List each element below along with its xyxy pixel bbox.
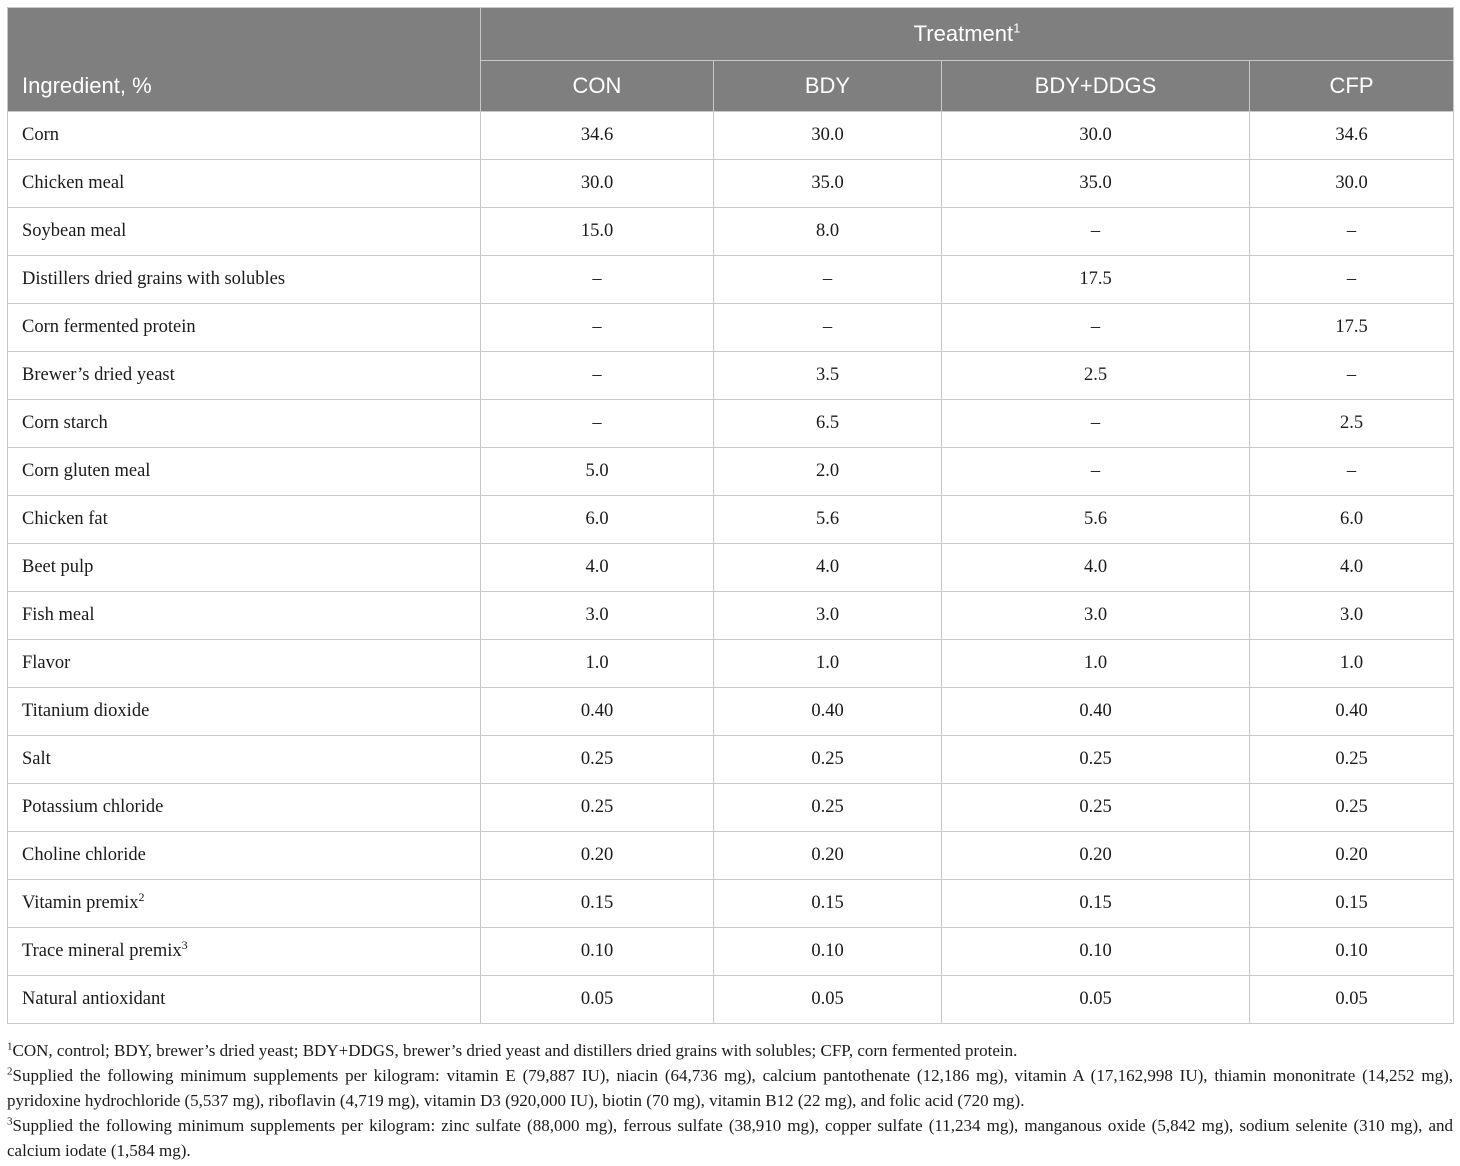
table-row	[8, 208, 1454, 256]
table-row	[8, 688, 1454, 736]
value-cell: 0.05	[481, 976, 714, 1024]
ingredient-cell: Vitamin premix$^2$	[8, 880, 481, 928]
ingredient-cell: Corn	[8, 112, 481, 160]
value-cell: 8.0	[714, 208, 942, 256]
ingredient-cell: Chicken meal	[8, 160, 481, 208]
value-cell: –	[481, 256, 714, 304]
value-cell: 35.0	[942, 160, 1250, 208]
footnote-mark: 3	[181, 937, 188, 952]
value-cell: 0.15	[942, 880, 1250, 928]
value-cell: 2.0	[714, 448, 942, 496]
ingredient-cell: Potassium chloride	[8, 784, 481, 832]
value-cell: 3.0	[714, 592, 942, 640]
footnote-3: $^3$Supplied the following minimum supplements per kilogram: zinc sulfate (88,000 mg), ferrous sulfate (38,910 mg), copper sulfate (11,234 mg), manganous oxide (5,842 mg), sodium selenite (310 mg), and calcium iodate (1,584 mg).	[7, 1115, 1453, 1160]
value-cell: 6.5	[714, 400, 942, 448]
table-row	[8, 592, 1454, 640]
footnote-2: $^2$Supplied the following minimum supplements per kilogram: vitamin E (79,887 IU), niacin (64,736 mg), calcium pantothenate (12,186 mg), vitamin A (17,162,998 IU), thiamin mononitrate (14,252 mg), pyridoxine hydrochloride (5,537 mg), riboflavin (4,719 mg), vitamin D3 (920,000 IU), biotin (70 mg), vitamin B12 (22 mg), and folic acid (720 mg).	[7, 1065, 1453, 1110]
value-cell: 4.0	[942, 544, 1250, 592]
value-cell: 34.6	[1250, 112, 1454, 160]
table-row	[8, 112, 1454, 160]
value-cell: 0.20	[714, 832, 942, 880]
ingredient-cell: Corn starch	[8, 400, 481, 448]
column-header-bdy-ddgs: BDY+DDGS	[942, 61, 1250, 112]
ingredient-cell: Corn gluten meal	[8, 448, 481, 496]
ingredient-column-header: Ingredient, %	[8, 8, 481, 112]
value-cell: 0.40	[942, 688, 1250, 736]
header-row-1	[8, 8, 1454, 61]
ingredient-cell: Natural antioxidant	[8, 976, 481, 1024]
value-cell: 3.0	[942, 592, 1250, 640]
value-cell: –	[1250, 448, 1454, 496]
column-header-con: CON	[481, 61, 714, 112]
value-cell: 0.25	[714, 736, 942, 784]
value-cell: –	[942, 400, 1250, 448]
value-cell: 30.0	[942, 112, 1250, 160]
table-body	[8, 112, 1454, 1024]
value-cell: 0.05	[714, 976, 942, 1024]
value-cell: 4.0	[1250, 544, 1454, 592]
table-row	[8, 400, 1454, 448]
value-cell: 17.5	[942, 256, 1250, 304]
value-cell: 0.10	[1250, 928, 1454, 976]
value-cell: 30.0	[714, 112, 942, 160]
table-row	[8, 256, 1454, 304]
value-cell: 1.0	[481, 640, 714, 688]
ingredient-cell: Beet pulp	[8, 544, 481, 592]
value-cell: 0.20	[481, 832, 714, 880]
value-cell: –	[1250, 208, 1454, 256]
value-cell: 0.10	[481, 928, 714, 976]
value-cell: 30.0	[481, 160, 714, 208]
value-cell: 0.20	[942, 832, 1250, 880]
treatment-footnote-mark: 1	[1013, 20, 1021, 36]
value-cell: 15.0	[481, 208, 714, 256]
value-cell: 2.5	[1250, 400, 1454, 448]
table-row	[8, 448, 1454, 496]
value-cell: 0.25	[714, 784, 942, 832]
value-cell: 0.40	[1250, 688, 1454, 736]
ingredient-cell: Flavor	[8, 640, 481, 688]
value-cell: –	[714, 304, 942, 352]
value-cell: 6.0	[481, 496, 714, 544]
value-cell: –	[1250, 352, 1454, 400]
value-cell: 0.05	[942, 976, 1250, 1024]
value-cell: 0.15	[1250, 880, 1454, 928]
table-row	[8, 304, 1454, 352]
value-cell: –	[481, 400, 714, 448]
value-cell: –	[942, 304, 1250, 352]
value-cell: 4.0	[481, 544, 714, 592]
value-cell: 0.20	[1250, 832, 1454, 880]
ingredient-cell: Distillers dried grains with solubles	[8, 256, 481, 304]
column-header-bdy: BDY	[714, 61, 942, 112]
value-cell: 17.5	[1250, 304, 1454, 352]
column-header-cfp: CFP	[1250, 61, 1454, 112]
value-cell: 5.0	[481, 448, 714, 496]
value-cell: 4.0	[714, 544, 942, 592]
value-cell: –	[714, 256, 942, 304]
value-cell: 34.6	[481, 112, 714, 160]
value-cell: 0.10	[714, 928, 942, 976]
table-row	[8, 352, 1454, 400]
value-cell: 0.15	[481, 880, 714, 928]
table-row	[8, 832, 1454, 880]
treatment-header: Treatment$^1$	[481, 8, 1454, 61]
value-cell: 0.40	[481, 688, 714, 736]
table-row	[8, 544, 1454, 592]
value-cell: 0.25	[942, 736, 1250, 784]
value-cell: –	[481, 352, 714, 400]
value-cell: 1.0	[942, 640, 1250, 688]
ingredient-cell: Choline chloride	[8, 832, 481, 880]
value-cell: –	[1250, 256, 1454, 304]
diet-composition-table	[7, 7, 1454, 1024]
table-row	[8, 736, 1454, 784]
value-cell: 6.0	[1250, 496, 1454, 544]
value-cell: 35.0	[714, 160, 942, 208]
table-row	[8, 160, 1454, 208]
value-cell: 0.15	[714, 880, 942, 928]
value-cell: 5.6	[942, 496, 1250, 544]
value-cell: 0.10	[942, 928, 1250, 976]
ingredient-cell: Corn fermented protein	[8, 304, 481, 352]
value-cell: 0.25	[1250, 784, 1454, 832]
ingredient-cell: Brewer’s dried yeast	[8, 352, 481, 400]
value-cell: 0.25	[1250, 736, 1454, 784]
ingredient-cell: Trace mineral premix$^3$	[8, 928, 481, 976]
value-cell: 1.0	[714, 640, 942, 688]
table-row	[8, 880, 1454, 928]
footnotes	[7, 1038, 1453, 1163]
value-cell: –	[481, 304, 714, 352]
table-row	[8, 496, 1454, 544]
value-cell: 0.25	[481, 736, 714, 784]
ingredient-cell: Chicken fat	[8, 496, 481, 544]
table-row	[8, 928, 1454, 976]
value-cell: 30.0	[1250, 160, 1454, 208]
value-cell: 2.5	[942, 352, 1250, 400]
table-row	[8, 640, 1454, 688]
ingredient-cell: Titanium dioxide	[8, 688, 481, 736]
value-cell: 3.0	[1250, 592, 1454, 640]
value-cell: 3.0	[481, 592, 714, 640]
value-cell: –	[942, 208, 1250, 256]
value-cell: 0.25	[481, 784, 714, 832]
value-cell: 5.6	[714, 496, 942, 544]
table-row	[8, 976, 1454, 1024]
ingredient-cell: Salt	[8, 736, 481, 784]
value-cell: 1.0	[1250, 640, 1454, 688]
footnote-1: $^1$CON, control; BDY, brewer’s dried yeast; BDY+DDGS, brewer’s dried yeast and distillers dried grains with solubles; CFP, corn fermented protein.	[7, 1040, 1018, 1060]
value-cell: 0.05	[1250, 976, 1454, 1024]
table-row	[8, 784, 1454, 832]
ingredient-cell: Soybean meal	[8, 208, 481, 256]
ingredient-cell: Fish meal	[8, 592, 481, 640]
value-cell: 0.25	[942, 784, 1250, 832]
value-cell: 3.5	[714, 352, 942, 400]
value-cell: –	[942, 448, 1250, 496]
footnote-mark: 2	[138, 889, 145, 904]
value-cell: 0.40	[714, 688, 942, 736]
